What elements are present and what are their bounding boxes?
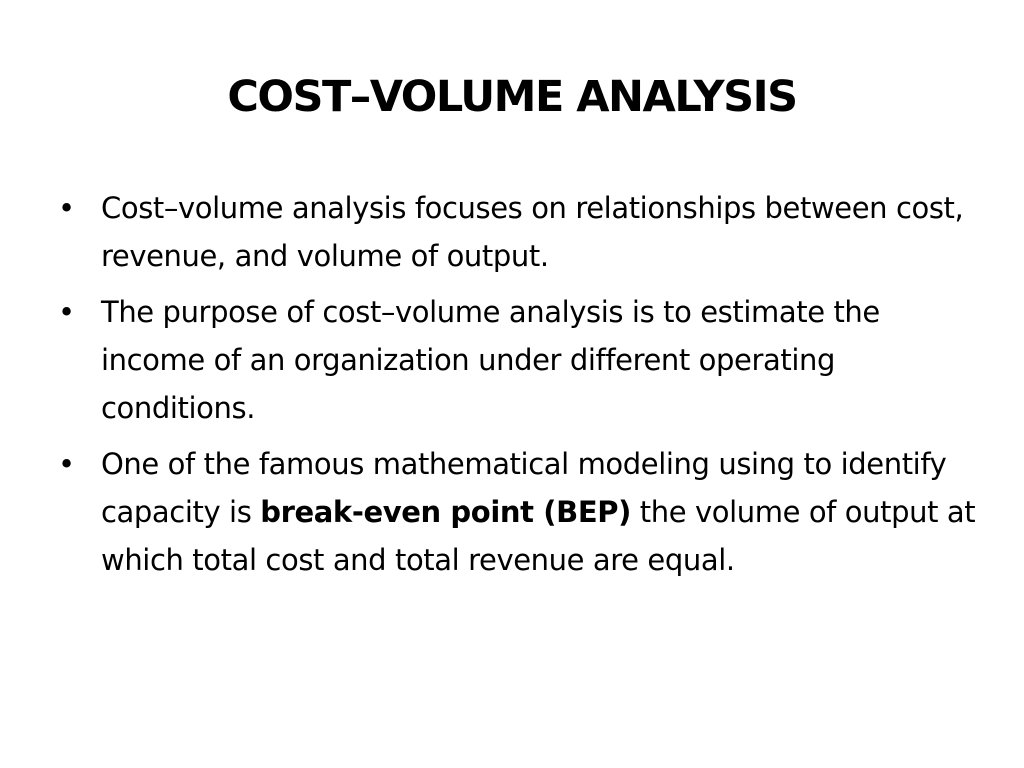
- slide-title: COST–VOLUME ANALYSIS: [227, 72, 797, 122]
- bullet-icon: •: [58, 295, 75, 329]
- bullet-list: [58, 184, 978, 592]
- bullet-item: [58, 184, 978, 280]
- bullet-item: [58, 440, 978, 584]
- bullet-icon: •: [58, 447, 75, 481]
- bullet-text: The purpose of cost–volume analysis is to estimate the income of an organization under different operating conditions.: [101, 295, 880, 425]
- bullet-text: Cost–volume analysis focuses on relationships between cost, revenue, and volume of output.: [101, 191, 964, 273]
- bullet-icon: •: [58, 191, 75, 225]
- bullet-text-end: the volume of output at which total cost and total revenue are equal.: [101, 495, 976, 577]
- bullet-text-start: One of the famous mathematical modeling using to identify capacity is: [101, 447, 947, 529]
- bullet-bold-term: break-even point (BEP): [260, 495, 631, 529]
- bullet-item: [58, 288, 978, 432]
